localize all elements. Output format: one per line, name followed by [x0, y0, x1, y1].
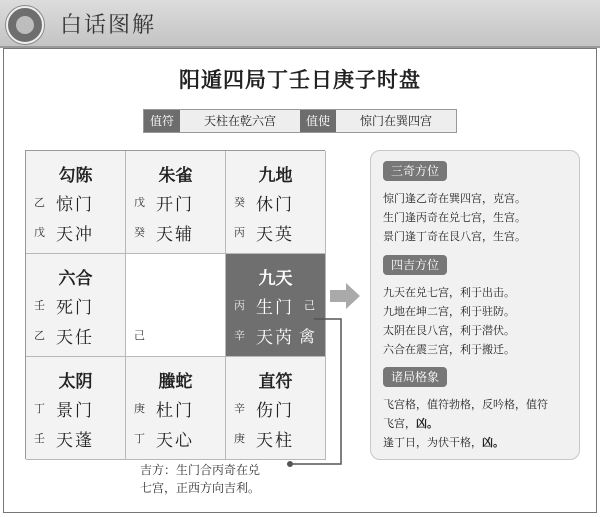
palace-s [126, 357, 226, 460]
geju-tag: 诸局格象 [383, 367, 447, 387]
zhishi-value: 惊门在巽四宫 [336, 110, 456, 132]
star-label: 天蓬 [56, 430, 94, 451]
door-label: 杜门 [156, 400, 194, 421]
stem-label: 丙 [234, 226, 245, 239]
geju-list [383, 395, 573, 452]
door-label: 景门 [56, 400, 94, 421]
stem-label: 壬 [34, 432, 45, 445]
list-item: 六合在震三宫，利于搬迁。 [383, 343, 515, 356]
stem-label: 壬 [34, 299, 45, 312]
list-item: 生门逢丙奇在兑七宫，生宫。 [383, 211, 526, 224]
star-label: 天任 [56, 327, 94, 348]
deity-label: 勾陈 [58, 166, 93, 186]
door-row [34, 395, 121, 421]
door-label: 休门 [256, 194, 294, 215]
list-item: 太阴在艮八宫，利于潜伏。 [383, 324, 515, 337]
deity-label: 九天 [258, 269, 293, 289]
analysis-panel [370, 150, 580, 460]
door-label: 惊门 [56, 194, 94, 215]
center-row [134, 322, 221, 348]
siji-tag: 四吉方位 [383, 255, 447, 275]
deity-label: 太阴 [58, 372, 93, 392]
duty-banner [143, 109, 457, 133]
logo-icon [6, 6, 44, 44]
door-row [134, 395, 221, 421]
list-item [383, 433, 573, 452]
star-label: 天芮 [256, 327, 294, 348]
verdict-label: 凶。 [416, 417, 438, 430]
star-row [134, 425, 221, 451]
list-item: 九地在坤二宫，利于驻防。 [383, 305, 515, 318]
auspicious-note [140, 461, 290, 497]
palace-n [126, 151, 226, 254]
zhifu-label: 值符 [144, 110, 180, 132]
zhishi-label: 值使 [300, 110, 336, 132]
callout-connector [286, 318, 346, 468]
star-row [34, 219, 121, 245]
stem-label: 癸 [134, 226, 145, 239]
stem-label: 辛 [234, 402, 245, 415]
arrow-right-icon [330, 283, 360, 309]
stem-label: 丁 [34, 402, 45, 415]
deity-label: 直符 [258, 372, 293, 392]
deity-label: 六合 [58, 269, 93, 289]
door-row [134, 189, 221, 215]
door-row [234, 189, 321, 215]
star-row [134, 219, 221, 245]
sanqi-tag: 三奇方位 [383, 161, 447, 181]
star-row [34, 322, 121, 348]
star-label: 天心 [156, 430, 194, 451]
list-item: 景门逢丁奇在艮八宫，生宫。 [383, 230, 526, 243]
stem-label: 乙 [34, 329, 45, 342]
chart-title: 阳遁四局丁壬日庚子时盘 [179, 68, 421, 92]
stem-label: 辛 [234, 329, 245, 342]
door-row [34, 189, 121, 215]
door-row [34, 292, 121, 318]
palace-center [126, 254, 226, 357]
deity-label: 螣蛇 [158, 372, 193, 392]
zhifu-value: 天柱在乾六宫 [180, 110, 300, 132]
star-row [234, 219, 321, 245]
stem-label: 戊 [134, 196, 145, 209]
stem-label: 癸 [234, 196, 245, 209]
stem-label: 己 [134, 329, 145, 342]
deity-label: 朱雀 [158, 166, 193, 186]
sanqi-list [383, 189, 573, 246]
door-label: 伤门 [256, 400, 294, 421]
list-text: 飞宫， [383, 417, 416, 430]
palace-nw [26, 151, 126, 254]
header-title: 白话图解 [60, 13, 157, 38]
star-label: 天辅 [156, 224, 194, 245]
note-line: 吉方：生门合丙奇在兑 [140, 463, 261, 477]
door-row [234, 292, 321, 318]
note-line: 七宫，正西方向吉利。 [140, 481, 261, 495]
header-bar [0, 0, 600, 48]
door-label: 死门 [56, 297, 94, 318]
list-text: 逢丁日，为伏干格， [383, 436, 482, 449]
siji-list [383, 283, 573, 359]
star-label: 天柱 [256, 430, 294, 451]
star-label: 天英 [256, 224, 294, 245]
list-item: 惊门逢乙奇在巽四宫，克宫。 [383, 192, 526, 205]
palace-w [26, 254, 126, 357]
star-label: 天冲 [56, 224, 94, 245]
stem-label: 己 [304, 299, 315, 312]
palace-sw [26, 357, 126, 460]
stem-label: 丙 [234, 299, 245, 312]
list-item: 飞宫格，值符勃格，反吟格，值符 [383, 398, 548, 411]
palace-grid [25, 150, 325, 459]
door-label: 开门 [156, 194, 194, 215]
stem-label: 戊 [34, 226, 45, 239]
verdict-label: 凶。 [482, 436, 504, 449]
stem-label: 庚 [134, 402, 145, 415]
star-row [34, 425, 121, 451]
door-label: 生门 [256, 297, 294, 318]
deity-label: 九地 [258, 166, 293, 186]
stem-label: 乙 [34, 196, 45, 209]
stem-label: 庚 [234, 432, 245, 445]
list-item [383, 414, 573, 433]
list-item: 九天在兑七宫，利于出击。 [383, 286, 515, 299]
palace-ne [226, 151, 326, 254]
star-label: 禽 [298, 326, 315, 346]
stem-label: 丁 [134, 432, 145, 445]
